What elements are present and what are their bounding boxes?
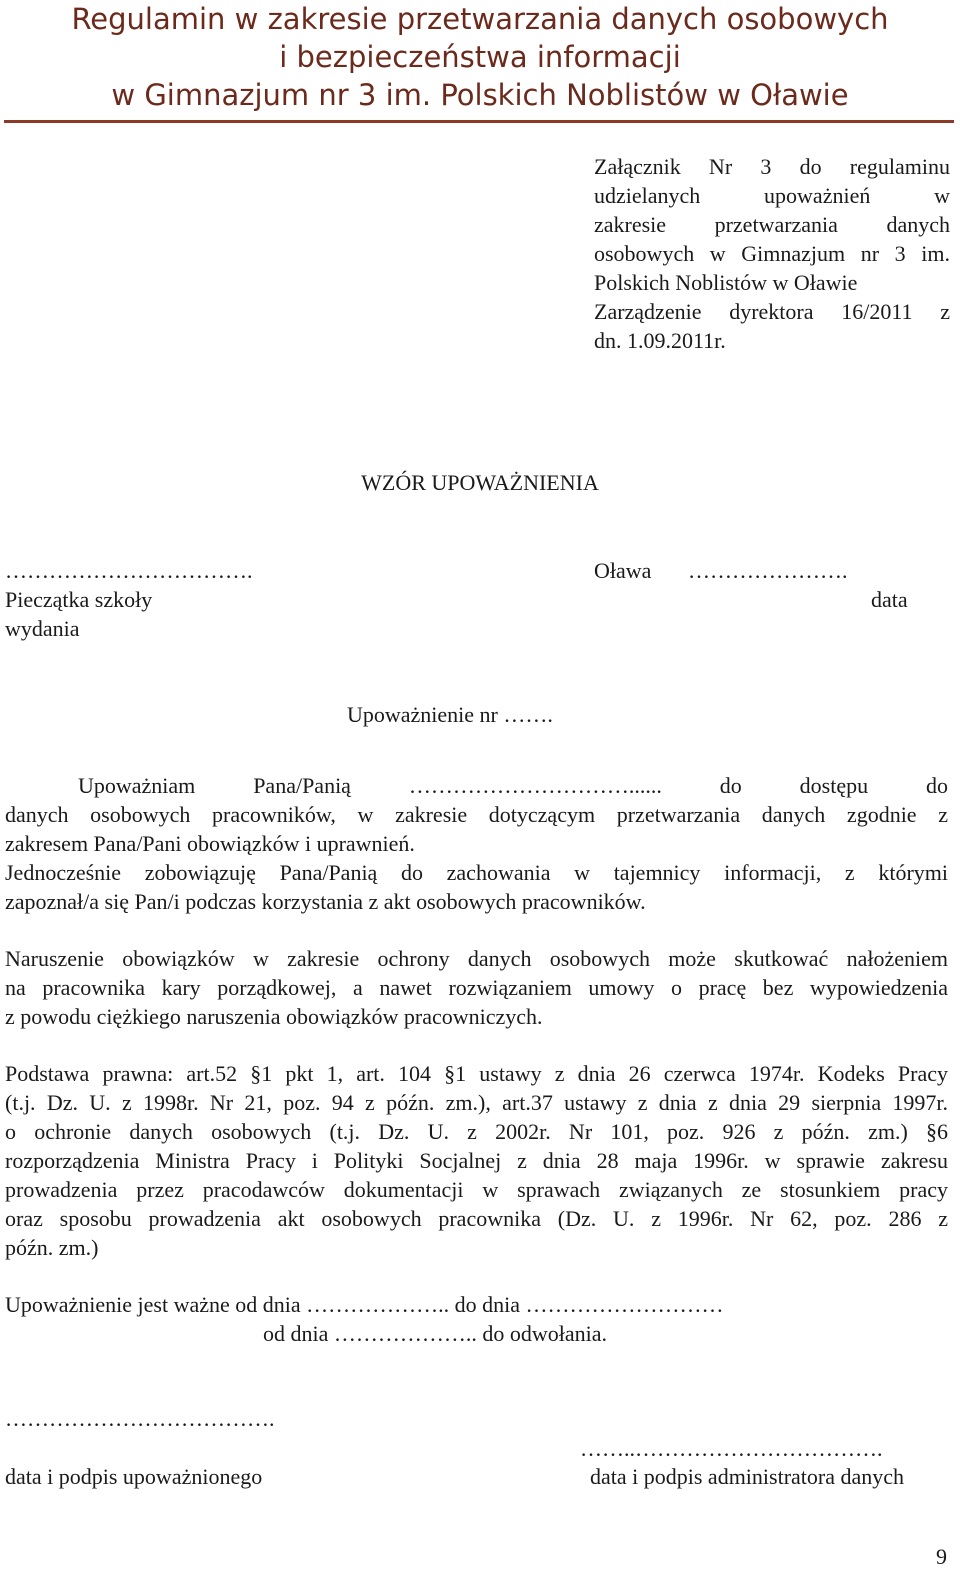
- annex-line: dn. 1.09.2011r.: [594, 328, 726, 353]
- paragraph-line: rozporządzenia Ministra Pracy i Polityki Socjalnej z dnia 28 maja 1996r. w sprawie zakresu: [5, 1148, 948, 1173]
- page-number: 9: [936, 1544, 947, 1569]
- signature-label-right: data i podpis administratora danych: [590, 1464, 905, 1489]
- validity-line-1: Upoważnienie jest ważne od dnia ……………….. do dnia ………………………: [5, 1292, 724, 1317]
- paragraph-line: zakresem Pana/Pani obowiązków i uprawnień.: [5, 831, 415, 856]
- annex-line: Polskich Noblistów w Oławie: [594, 270, 858, 295]
- paragraph-line: Naruszenie obowiązków w zakresie ochrony danych osobowych może skutkować nałożeniem: [5, 946, 948, 971]
- place-name: Oława: [594, 558, 652, 583]
- paragraph-line: Jednocześnie zobowiązuję Pana/Panią do zachowania w tajemnicy informacji, z którymi: [5, 860, 948, 885]
- signature-dots-left: ……………………………….: [5, 1406, 275, 1431]
- stamp-label: Pieczątka szkoły: [5, 587, 153, 612]
- issue-label: wydania: [5, 616, 80, 641]
- header-title-line-1: Regulamin w zakresie przetwarzania danych osobowych: [71, 2, 889, 36]
- annex-line: Zarządzenie dyrektora 16/2011 z: [594, 299, 950, 324]
- paragraph-line: danych osobowych pracowników, w zakresie dotyczącym przetwarzania danych zgodnie z: [5, 802, 948, 827]
- legal-basis-paragraph: [5, 1059, 948, 1262]
- paragraph-line: na pracownika kary porządkowej, a nawet rozwiązaniem umowy o pracę bez wypowiedzenia: [5, 975, 948, 1000]
- violation-paragraph: [5, 944, 948, 1031]
- authorization-paragraph: [5, 771, 948, 916]
- stamp-dots: …………………………….: [5, 558, 253, 583]
- signature-label-left: data i podpis upoważnionego: [5, 1464, 263, 1489]
- paragraph-line: Upoważniam Pana/Panią …………………………...... do dostępu do: [78, 773, 948, 798]
- authorization-number: Upoważnienie nr …….: [347, 702, 553, 727]
- paragraph-line: o ochronie danych osobowych (t.j. Dz. U. z 2002r. Nr 101, poz. 926 z późn. zm.) §6: [5, 1119, 948, 1144]
- annex-line: zakresie przetwarzania danych: [594, 212, 950, 237]
- paragraph-line: późn. zm.): [5, 1235, 99, 1260]
- date-dots: ………………….: [688, 558, 848, 583]
- header-title-line-3: w Gimnazjum nr 3 im. Polskich Noblistów w Oławie: [111, 78, 849, 112]
- date-label: data: [871, 587, 908, 612]
- paragraph-line: z powodu ciężkiego naruszenia obowiązków pracowniczych.: [5, 1004, 543, 1029]
- annex-line: Załącznik Nr 3 do regulaminu: [594, 154, 950, 179]
- paragraph-line: prowadzenia przez pracodawców dokumentacji w sprawach związanych ze stosunkiem pracy: [5, 1177, 948, 1202]
- header-title-line-2: i bezpieczeństwa informacji: [279, 40, 681, 74]
- annex-line: osobowych w Gimnazjum nr 3 im.: [594, 241, 950, 266]
- paragraph-line: zapoznał/a się Pan/i podczas korzystania z akt osobowych pracowników.: [5, 889, 646, 914]
- document-header: [0, 0, 960, 123]
- annex-line: udzielanych upoważnień w: [594, 183, 950, 208]
- header-divider: [4, 120, 954, 123]
- signature-dots-right: ……..…………………………….: [580, 1436, 883, 1461]
- paragraph-line: oraz sposobu prowadzenia akt osobowych pracownika (Dz. U. z 1996r. Nr 62, poz. 286 z: [5, 1206, 948, 1231]
- validity-line-2: od dnia ……………….. do odwołania.: [263, 1321, 608, 1346]
- paragraph-line: (t.j. Dz. U. z 1998r. Nr 21, poz. 94 z późn. zm.), art.37 ustawy z dnia z dnia 29 sierpnia 1997r.: [5, 1090, 948, 1115]
- paragraph-line: Podstawa prawna: art.52 §1 pkt 1, art. 104 §1 ustawy z dnia 26 czerwca 1974r. Kodeks Pracy: [5, 1061, 948, 1086]
- form-title: WZÓR UPOWAŻNIENIA: [361, 470, 599, 495]
- annex-note: [594, 152, 950, 355]
